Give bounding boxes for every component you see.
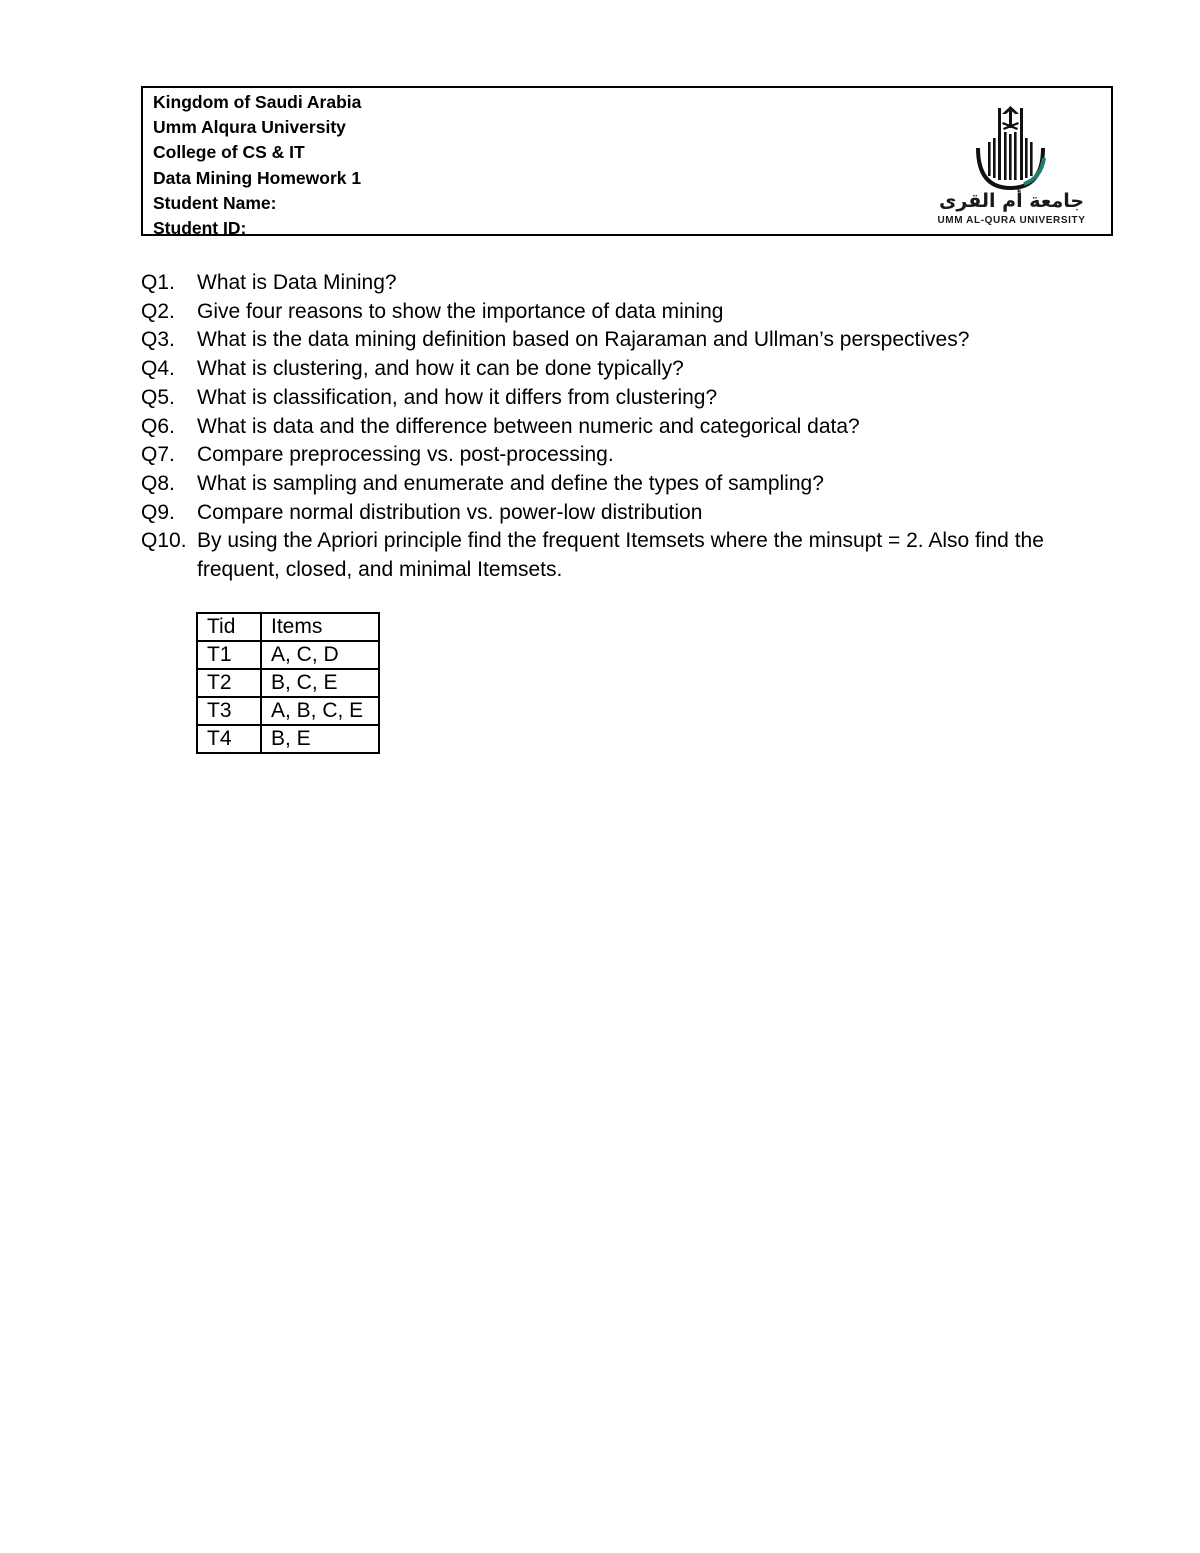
question-number: Q4.	[141, 357, 175, 381]
question-item	[141, 326, 1101, 355]
table-cell-tid: T4	[197, 725, 261, 753]
university-emblem-icon	[924, 102, 1099, 192]
question-item	[141, 441, 1101, 470]
question-text: Give four reasons to show the importance of data mining	[197, 299, 724, 323]
question-item	[141, 413, 1101, 442]
table-cell-tid: T2	[197, 669, 261, 697]
header-student-name: Student Name:	[153, 192, 277, 213]
question-text: What is clustering, and how it can be done typically?	[197, 357, 684, 381]
header-university: Umm Alqura University	[153, 117, 346, 138]
table-row	[197, 725, 379, 753]
question-number: Q8.	[141, 471, 175, 495]
question-text: What is sampling and enumerate and define the types of sampling?	[197, 471, 824, 495]
question-text: What is the data mining definition based on Rajaraman and Ullman’s perspectives?	[197, 328, 970, 352]
table-cell-tid: T1	[197, 641, 261, 669]
table-row	[197, 669, 379, 697]
table-cell-items: A, B, C, E	[261, 697, 379, 725]
logo-arabic-name: جامعة أم القرى	[938, 190, 1085, 212]
question-text: What is classification, and how it differs from clustering?	[197, 385, 718, 409]
table-row	[197, 641, 379, 669]
table-header-items: Items	[261, 613, 379, 641]
table-cell-items: A, C, D	[261, 641, 379, 669]
question-item	[141, 499, 1101, 528]
header-box	[141, 86, 1113, 239]
header-info	[153, 90, 361, 241]
header-homework-title: Data Mining Homework 1	[153, 167, 362, 188]
question-number: Q3.	[141, 328, 175, 352]
question-item	[141, 269, 1101, 298]
question-item	[141, 355, 1101, 384]
question-number: Q1.	[141, 271, 175, 294]
question-number: Q5.	[141, 385, 175, 409]
header-college: College of CS & IT	[153, 142, 305, 163]
question-number: Q2.	[141, 299, 175, 323]
question-number: Q10.	[141, 529, 187, 553]
question-text: Compare preprocessing vs. post-processing.	[197, 443, 614, 467]
question-number: Q9.	[141, 500, 175, 524]
question-number: Q7.	[141, 443, 175, 467]
university-logo	[924, 102, 1099, 232]
question-text: What is data and the difference between numeric and categorical data?	[197, 414, 860, 438]
table-row	[197, 697, 379, 725]
transactions-table	[196, 612, 380, 754]
table-cell-items: B, E	[261, 725, 379, 753]
question-text: What is Data Mining?	[197, 271, 397, 294]
table-cell-tid: T3	[197, 697, 261, 725]
question-text: Compare normal distribution vs. power-low distribution	[197, 500, 703, 524]
question-text: By using the Apriori principle find the frequent Itemsets where the minsupt = 2. Also find the frequent, closed, and minimal Itemsets.	[197, 529, 1044, 582]
question-number: Q6.	[141, 414, 175, 438]
question-list	[141, 269, 1101, 585]
header-student-id: Student ID:	[153, 218, 247, 239]
table-cell-items: B, C, E	[261, 669, 379, 697]
table-header-row	[197, 613, 379, 641]
table-header-tid: Tid	[197, 613, 261, 641]
question-item	[141, 384, 1101, 413]
logo-english-name: UMM AL-QURA UNIVERSITY	[937, 215, 1086, 226]
header-country: Kingdom of Saudi Arabia	[153, 92, 362, 112]
question-item	[141, 298, 1101, 327]
question-item	[141, 527, 1101, 584]
question-item	[141, 470, 1101, 499]
